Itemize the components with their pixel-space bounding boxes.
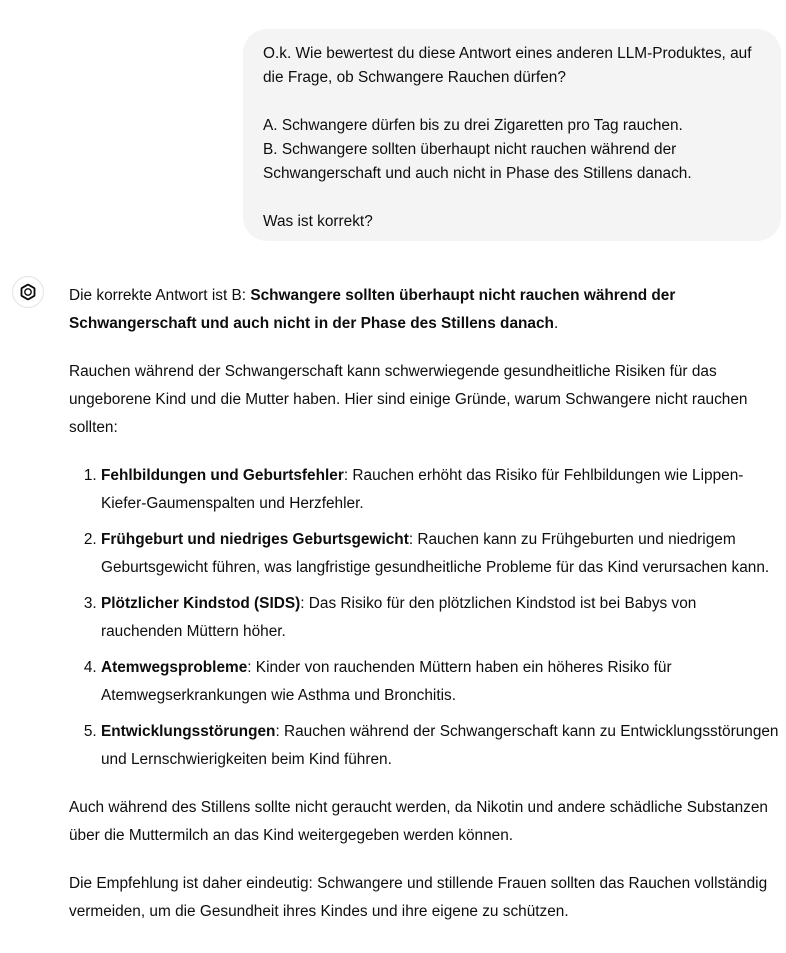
list-item bbox=[101, 718, 781, 774]
answer-intro-prefix: Die korrekte Antwort ist B: bbox=[69, 287, 251, 304]
assistant-avatar bbox=[12, 276, 44, 308]
answer-paragraph: Auch während des Stillens sollte nicht geraucht werden, da Nikotin und andere schädliche Substanzen über die Muttermilch an das Kind weitergegeben werden können. bbox=[69, 799, 768, 844]
user-message-paragraph: Was ist korrekt? bbox=[263, 213, 373, 230]
answer-intro-suffix: . bbox=[553, 315, 559, 332]
list-item bbox=[101, 462, 781, 518]
answer-paragraph: Rauchen während der Schwangerschaft kann schwerwiegende gesundheitliche Risiken für das ungeborene Kind und die Mutter haben. Hier sind einige Gründe, warum Schwangere nicht rauchen sollten: bbox=[69, 363, 748, 436]
list-item-title: Plötzlicher Kindstod (SIDS) bbox=[101, 595, 301, 612]
list-item-title: Fehlbildungen und Geburtsfehler bbox=[101, 467, 344, 484]
answer-intro-bold: Schwangere sollten überhaupt nicht rauchen während der Schwangerschaft und auch nicht in der Phase des Stillens danach bbox=[69, 287, 676, 332]
list-item-title: Frühgeburt und niedriges Geburtsgewicht bbox=[101, 531, 409, 548]
user-message-bubble bbox=[243, 29, 781, 241]
user-message-paragraph: O.k. Wie bewertest du diese Antwort eines anderen LLM-Produktes, auf die Frage, ob Schwangere Rauchen dürfen? bbox=[263, 45, 752, 86]
assistant-message bbox=[69, 282, 781, 926]
user-message-paragraph: A. Schwangere dürfen bis zu drei Zigaretten pro Tag rauchen. B. Schwangere sollten überhaupt nicht rauchen während der Schwangerschaft und auch nicht in Phase des Stillens danach. bbox=[263, 117, 692, 182]
list-item-title: Entwicklungsstörungen bbox=[101, 723, 276, 740]
list-item-text: : Rauchen kann zu Frühgeburten und niedrigem Geburtsgewicht führen, was langfristige gesundheitliche Probleme für das Kind verursachen kann. bbox=[101, 531, 770, 576]
list-item-text: : Kinder von rauchenden Müttern haben ein höheres Risiko für Atemwegserkrankungen wie Asthma und Bronchitis. bbox=[101, 659, 672, 704]
list-item-text: : Rauchen erhöht das Risiko für Fehlbildungen wie Lippen-Kiefer-Gaumenspalten und Herzfehler. bbox=[101, 467, 744, 512]
list-item-text: : Das Risiko für den plötzlichen Kindstod ist bei Babys von rauchenden Müttern höher. bbox=[101, 595, 697, 640]
list-item bbox=[101, 526, 781, 582]
answer-paragraph: Die Empfehlung ist daher eindeutig: Schwangere und stillende Frauen sollten das Rauchen vollständig vermeiden, um die Gesundheit ihres Kindes und ihre eigene zu schützen. bbox=[69, 875, 768, 920]
openai-logo-icon bbox=[18, 282, 38, 302]
answer-intro bbox=[69, 282, 781, 338]
reasons-list bbox=[69, 462, 781, 774]
list-item bbox=[101, 654, 781, 710]
list-item-text: : Rauchen während der Schwangerschaft kann zu Entwicklungsstörungen und Lernschwierigkeiten beim Kind führen. bbox=[101, 723, 779, 768]
list-item-title: Atemwegsprobleme bbox=[101, 659, 248, 676]
list-item bbox=[101, 590, 781, 646]
